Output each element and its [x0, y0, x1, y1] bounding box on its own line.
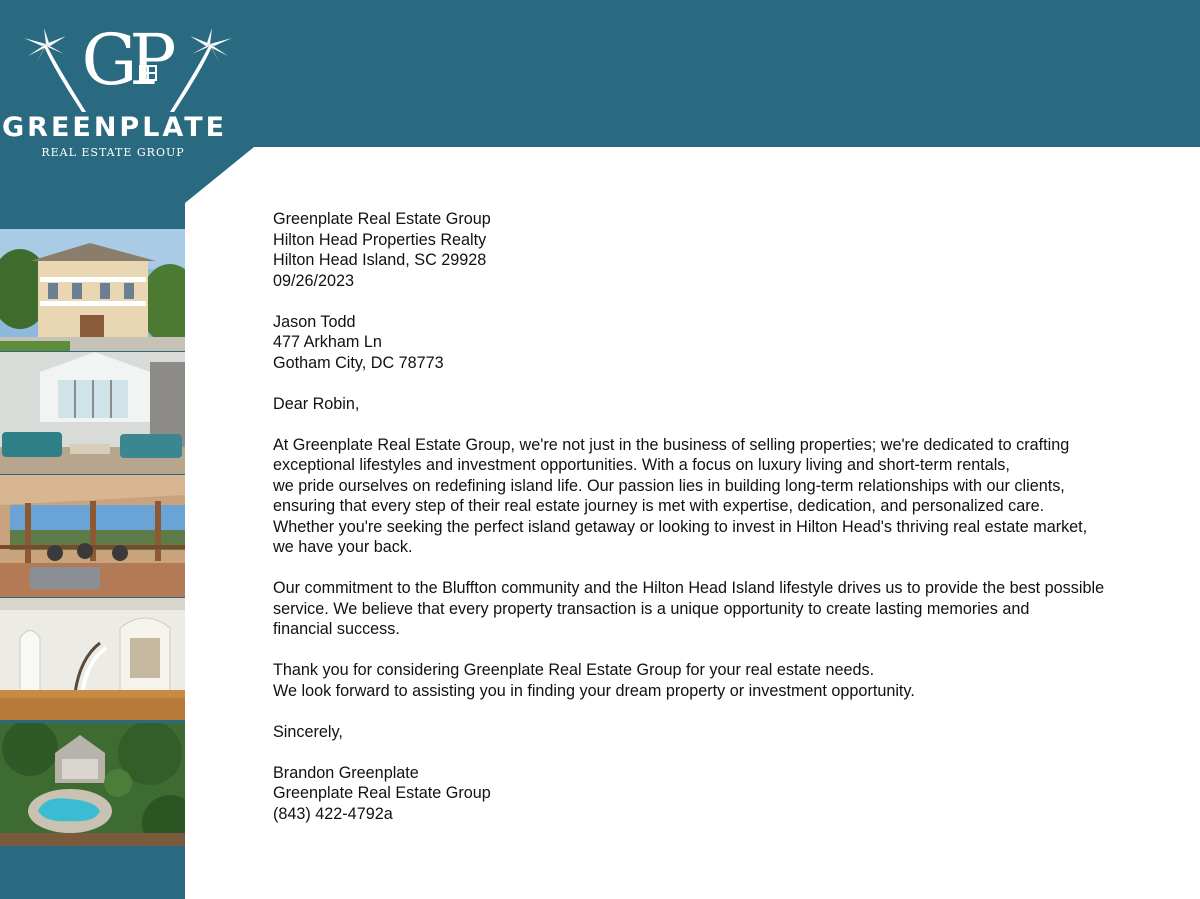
- paragraph-line: Thank you for considering Greenplate Real Estate Group for your real estate needs.: [273, 661, 875, 679]
- paragraph-line: We look forward to assisting you in finding your dream property or investment opportunity.: [273, 681, 915, 700]
- letter-body: [273, 209, 1173, 824]
- signature-company: Greenplate Real Estate Group: [273, 784, 491, 802]
- salutation: Dear Robin,: [273, 394, 360, 413]
- company-logo: [2, 19, 236, 164]
- signature-phone: (843) 422-4792a: [273, 804, 393, 823]
- paragraph-line: we pride ourselves on redefining island life. Our passion lies in building long-term relationships with our clients,: [273, 476, 1065, 495]
- paragraph-line: service. We believe that every property transaction is a unique opportunity to create lasting memories and: [273, 599, 1030, 618]
- paragraph-line: Whether you're seeking the perfect island getaway or looking to invest in Hilton Head's thriving real estate market,: [273, 517, 1088, 536]
- closing: Sincerely,: [273, 722, 343, 741]
- paragraph-3: [273, 660, 1173, 701]
- logo-wordmark: GREENPLATE: [2, 112, 228, 143]
- sender-city: Hilton Head Island, SC 29928: [273, 251, 487, 269]
- paragraph-line: Our commitment to the Bluffton community and the Hilton Head Island lifestyle drives us to provide the best possible: [273, 579, 1105, 597]
- recipient-name: Jason Todd: [273, 312, 356, 331]
- paragraph-1: [273, 435, 1173, 558]
- beach-house-exterior-photo: [0, 229, 185, 351]
- paragraph-line: financial success.: [273, 620, 400, 638]
- signature-block: [273, 763, 1173, 825]
- sender-company: Greenplate Real Estate Group: [273, 210, 491, 228]
- recipient-city: Gotham City, DC 78773: [273, 353, 444, 372]
- living-room-photo: [0, 352, 185, 474]
- logo-monogram: GP: [81, 19, 169, 101]
- recipient-street: 477 Arkham Ln: [273, 333, 382, 351]
- paragraph-line: exceptional lifestyles and investment opportunities. With a focus on luxury living and short-term rentals,: [273, 456, 1010, 474]
- sender-office: Hilton Head Properties Realty: [273, 230, 487, 249]
- paragraph-2: [273, 578, 1173, 640]
- letter-date: 09/26/2023: [273, 271, 355, 290]
- paragraph-line: At Greenplate Real Estate Group, we're not just in the business of selling properties; we're dedicated to crafting: [273, 435, 1070, 454]
- recipient-block: [273, 312, 1173, 374]
- screened-porch-photo: [0, 475, 185, 597]
- signature-name: Brandon Greenplate: [273, 763, 419, 782]
- paragraph-line: ensuring that every step of their real estate journey is met with expertise, dedication, and personalized care.: [273, 497, 1045, 515]
- logo-tagline: REAL ESTATE GROUP: [41, 146, 185, 159]
- paragraph-line: we have your back.: [273, 538, 413, 556]
- sender-block: [273, 209, 1173, 291]
- foyer-staircase-photo: [0, 598, 185, 720]
- aerial-pool-photo: [0, 723, 185, 846]
- photo-strip: [0, 229, 185, 846]
